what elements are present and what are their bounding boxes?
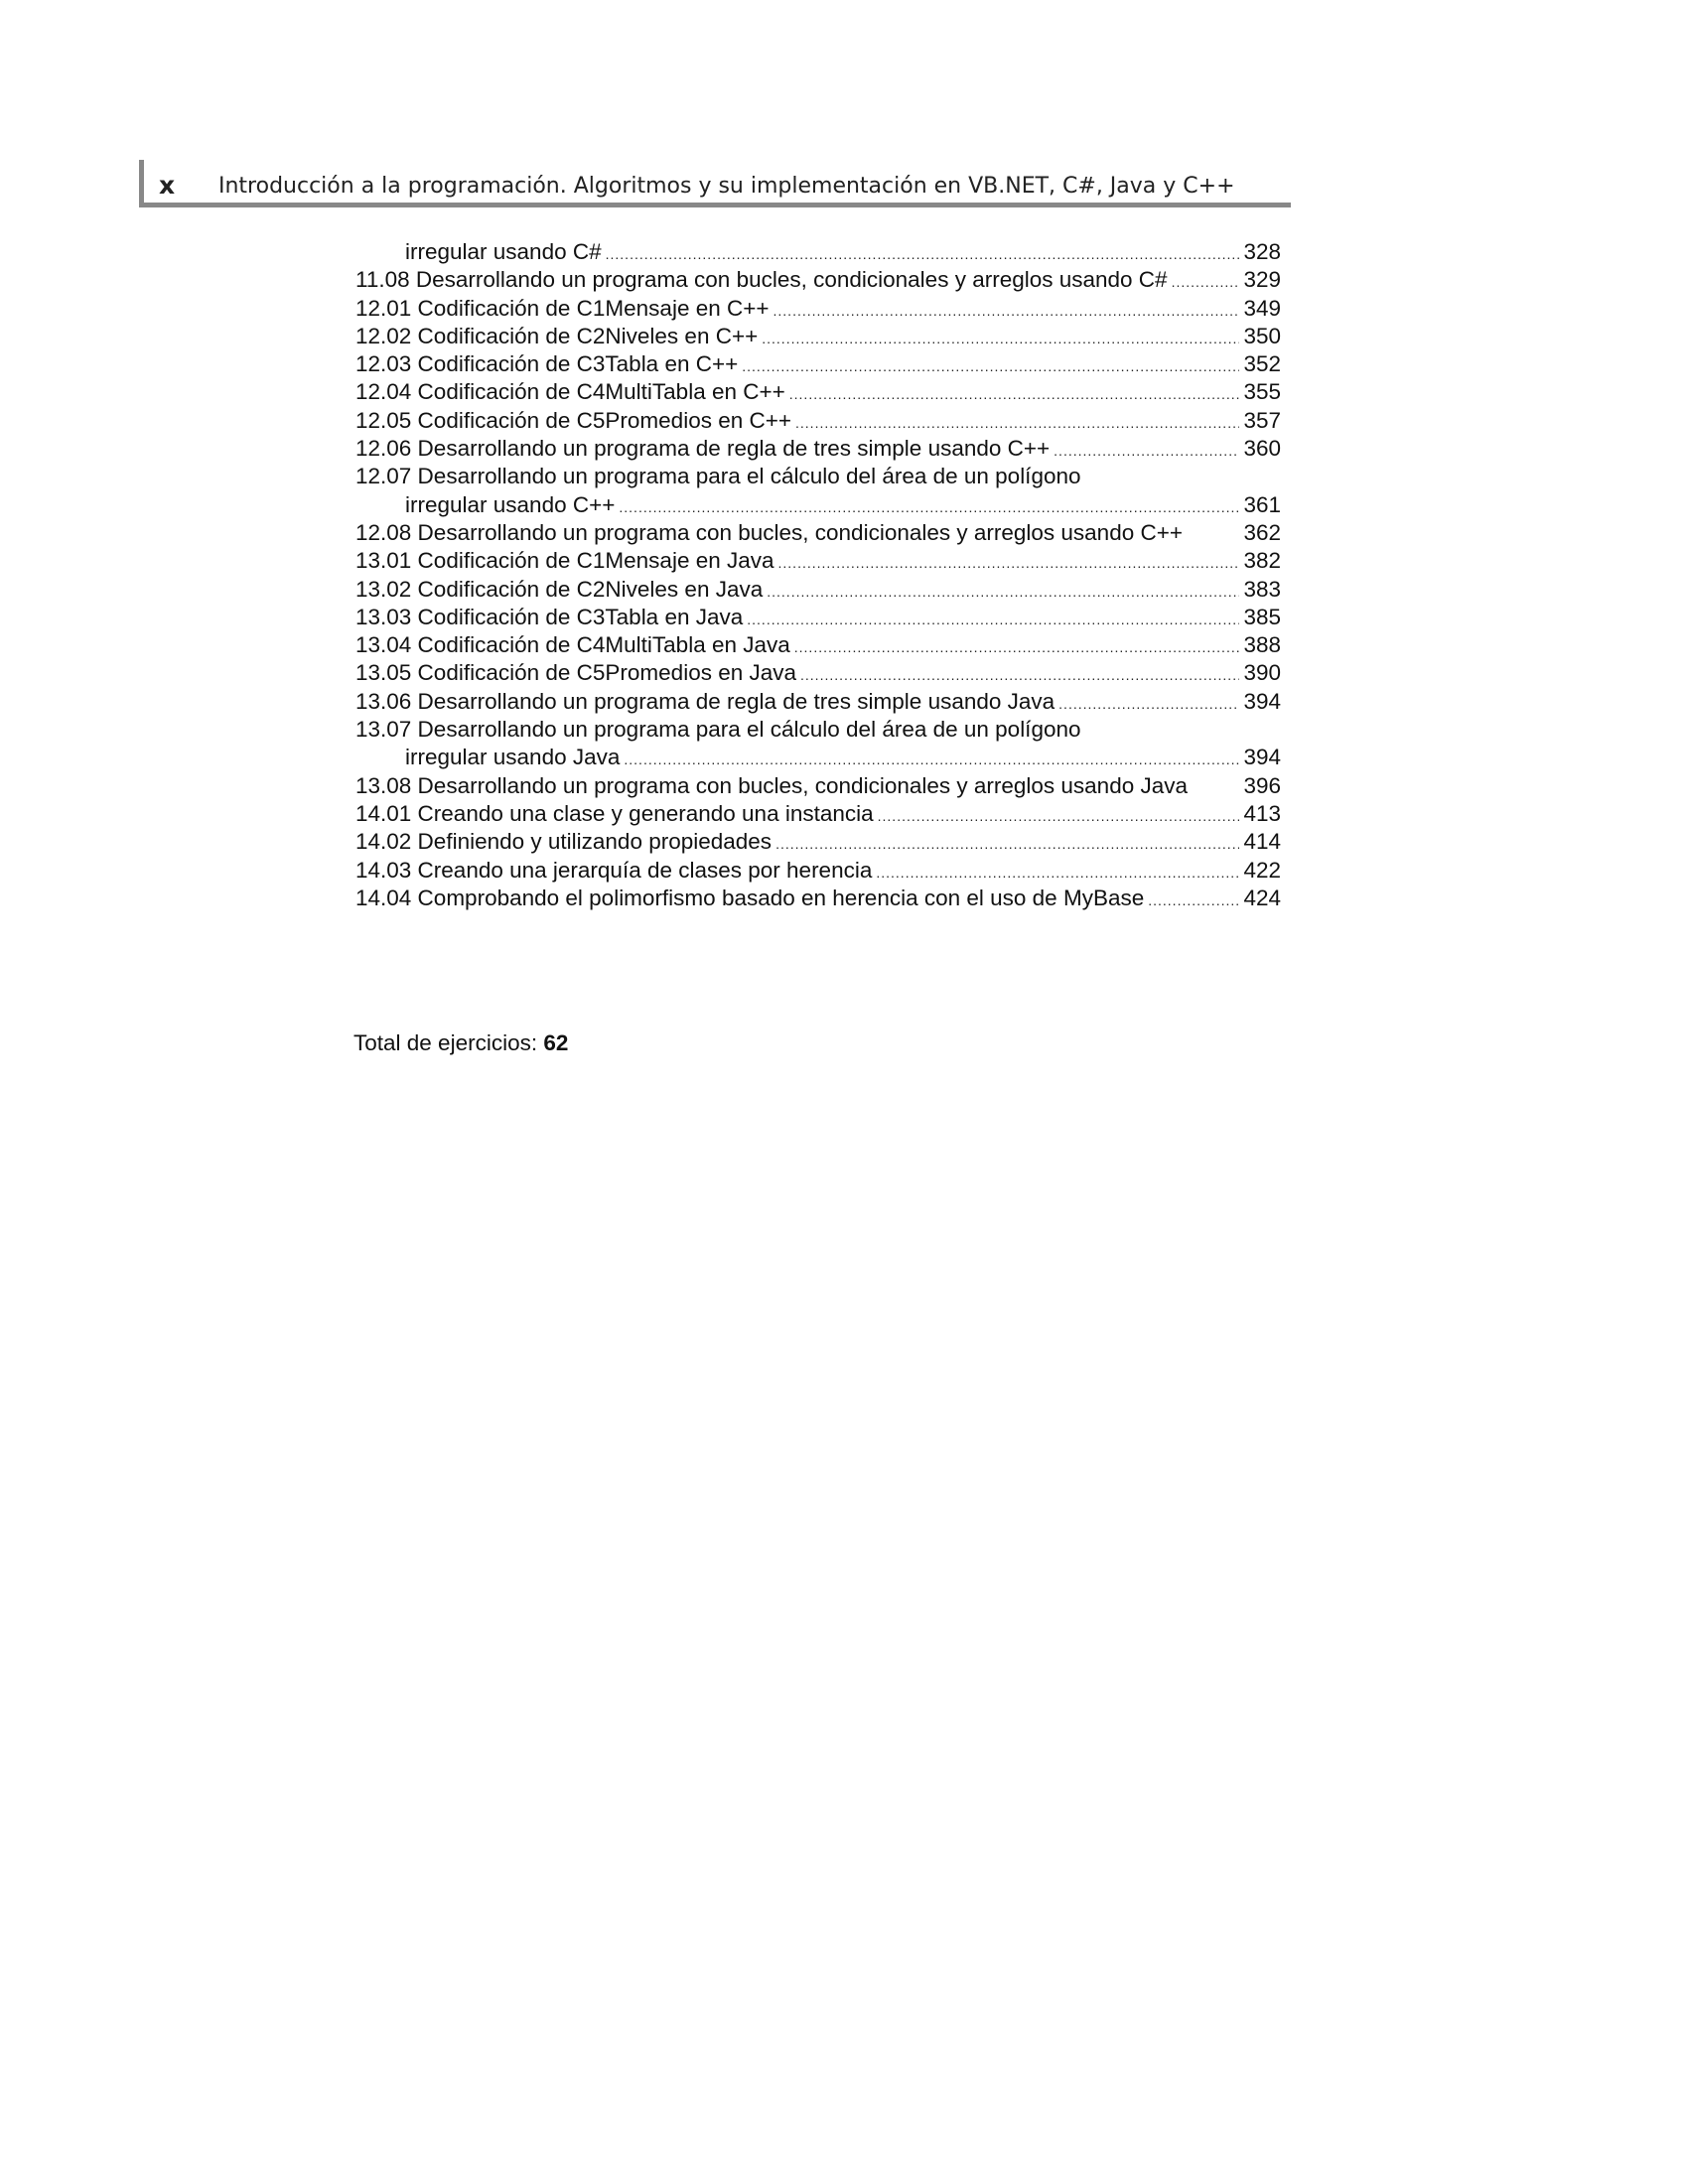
toc-entry (355, 716, 1281, 744)
toc-entry-title: 14.04 Comprobando el polimorfismo basado en herencia con el uso de MyBase (355, 885, 1145, 910)
total-value: 62 (543, 1030, 569, 1055)
toc-entry (355, 238, 1281, 266)
toc-entry (355, 659, 1281, 687)
toc-entry-title: 11.08 Desarrollando un programa con bucles, condicionales y arreglos usando C# (355, 267, 1168, 293)
toc-entry-page: 396 (1243, 772, 1281, 798)
total-exercises (353, 1028, 568, 1058)
toc-entry-page: 390 (1243, 660, 1281, 686)
toc-entry (355, 295, 1281, 323)
page-number: x (159, 171, 176, 200)
toc-entry-title: 12.02 Codificación de C2Niveles en C++ (355, 323, 759, 348)
toc-dot-leader (742, 352, 1239, 378)
toc-dot-leader (775, 830, 1239, 856)
toc-entry-title: 12.08 Desarrollando un programa con bucles, condicionales y arreglos usando C++ (355, 519, 1184, 545)
toc-entry (355, 519, 1281, 547)
toc-entry (355, 463, 1281, 490)
toc-entry-title: 12.03 Codificación de C3Tabla en C++ (355, 351, 739, 377)
toc-dot-leader (876, 859, 1239, 885)
toc-entry-page: 361 (1243, 491, 1281, 517)
toc-dot-leader (1058, 690, 1239, 716)
toc-entry (355, 772, 1281, 800)
toc-entry-page: 328 (1243, 239, 1281, 264)
toc-entry (355, 744, 1281, 771)
toc-entry-page: 362 (1243, 519, 1281, 545)
toc-entry (355, 407, 1281, 435)
toc-entry-page: 355 (1243, 379, 1281, 405)
toc-entry-page: 413 (1243, 800, 1281, 826)
toc-entry (355, 631, 1281, 659)
toc-entry-title: 13.02 Codificación de C2Niveles en Java (355, 576, 764, 602)
header-left-bar (139, 160, 144, 207)
toc-entry-title: 12.01 Codificación de C1Mensaje en C++ (355, 295, 770, 321)
toc-entry-title: 13.03 Codificación de C3Tabla en Java (355, 604, 744, 629)
toc-entry-title: 12.07 Desarrollando un programa para el cálculo del área de un polígono (355, 464, 1081, 489)
toc-entry-title: 14.03 Creando una jerarquía de clases por herencia (355, 857, 873, 883)
toc-entry-page: 357 (1243, 407, 1281, 433)
toc-entry-page: 394 (1243, 745, 1281, 770)
toc-dot-leader (795, 409, 1239, 435)
toc-entry-title: 12.06 Desarrollando un programa de regla de tres simple usando C++ (355, 436, 1051, 462)
toc-dot-leader (619, 493, 1239, 519)
toc-dot-leader (794, 633, 1240, 659)
toc-entry-page: 352 (1243, 351, 1281, 377)
toc-entry-title: 13.06 Desarrollando un programa de regla de tres simple usando Java (355, 688, 1055, 714)
toc-entry (355, 857, 1281, 885)
toc-entry-title: irregular usando C++ (405, 491, 616, 517)
toc-entry-page: 424 (1243, 885, 1281, 910)
toc-entry-title: 13.08 Desarrollando un programa con bucles, condicionales y arreglos usando Java (355, 772, 1189, 798)
toc-entry-title: 14.02 Definiendo y utilizando propiedades (355, 829, 773, 855)
toc-entry-page: 394 (1243, 688, 1281, 714)
toc-entry (355, 266, 1281, 294)
toc-entry (355, 491, 1281, 519)
toc-entry (355, 378, 1281, 406)
toc-dot-leader (778, 549, 1240, 575)
toc-entry-title: irregular usando C# (405, 239, 602, 264)
toc-dot-leader (878, 802, 1240, 828)
toc-entry-title: 13.01 Codificación de C1Mensaje en Java (355, 548, 774, 574)
toc-dot-leader (762, 325, 1239, 350)
toc-dot-leader (747, 606, 1239, 631)
toc-entry-title: 12.05 Codificación de C5Promedios en C++ (355, 407, 792, 433)
toc-entry (355, 350, 1281, 378)
toc-entry-title: 14.01 Creando una clase y generando una instancia (355, 800, 874, 826)
toc-entry-page: 422 (1243, 857, 1281, 883)
running-title: Introducción a la programación. Algoritmos y su implementación en VB.NET, C#, Java y C++ (218, 174, 1235, 199)
toc-dot-leader (1054, 437, 1239, 463)
toc-entry (355, 435, 1281, 463)
toc-entry (355, 828, 1281, 856)
toc-entry-page: 329 (1243, 267, 1281, 293)
toc-dot-leader (1172, 268, 1240, 294)
toc-dot-leader (1148, 887, 1239, 912)
toc-entry (355, 800, 1281, 828)
toc-entry (355, 885, 1281, 912)
toc-entry-page: 382 (1243, 548, 1281, 574)
toc-entry-page: 360 (1243, 436, 1281, 462)
total-label: Total de ejercicios: (353, 1030, 538, 1055)
toc-entry-page: 383 (1243, 576, 1281, 602)
toc-entry (355, 604, 1281, 631)
toc-entry-title: 13.05 Codificación de C5Promedios en Java (355, 660, 797, 686)
toc-dot-leader (606, 240, 1240, 266)
toc-entry-page: 349 (1243, 295, 1281, 321)
toc-entry-page: 388 (1243, 632, 1281, 658)
toc-dot-leader (800, 661, 1239, 687)
toc-entry (355, 688, 1281, 716)
header-rule (139, 203, 1291, 207)
toc-entry-title: irregular usando Java (405, 745, 621, 770)
toc-entry-page: 414 (1243, 829, 1281, 855)
toc-entry (355, 576, 1281, 604)
toc-dot-leader (774, 297, 1240, 323)
toc-entry-page: 350 (1243, 323, 1281, 348)
toc-entry-title: 13.04 Codificación de C4MultiTabla en Java (355, 632, 790, 658)
toc-dot-leader (624, 746, 1239, 771)
toc-dot-leader (789, 380, 1240, 406)
toc-entry-page: 385 (1243, 604, 1281, 629)
toc-entry (355, 323, 1281, 350)
toc-dot-leader (767, 578, 1239, 604)
toc-entry (355, 547, 1281, 575)
toc-entry-title: 12.04 Codificación de C4MultiTabla en C++ (355, 379, 785, 405)
exercise-list (355, 238, 1281, 912)
toc-entry-title: 13.07 Desarrollando un programa para el cálculo del área de un polígono (355, 717, 1081, 743)
